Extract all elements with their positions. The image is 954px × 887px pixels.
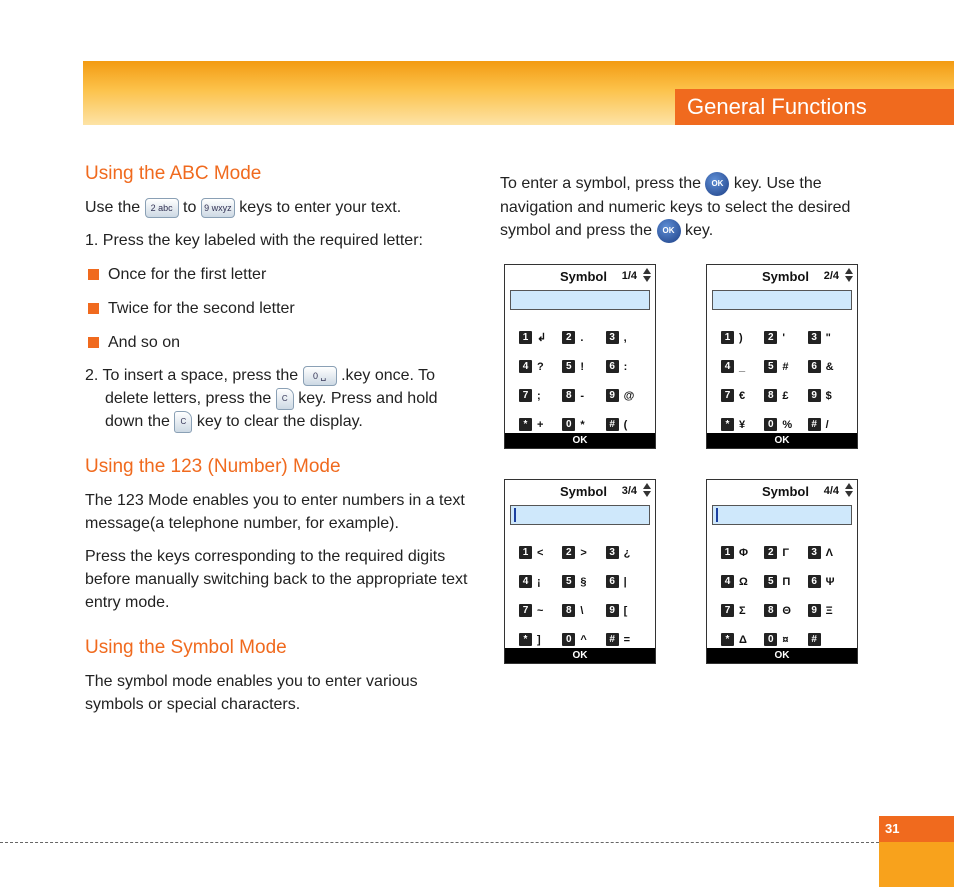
symbol-char: -	[580, 389, 584, 402]
key-number-badge: 1	[519, 331, 532, 344]
symbol-char: +	[537, 418, 544, 431]
key-number-badge: 1	[721, 331, 734, 344]
screen-ok-softkey: OK	[707, 648, 857, 663]
symbol-cell	[764, 381, 807, 410]
screen-header	[707, 265, 857, 288]
bullet-item: Twice for the second letter	[85, 297, 470, 320]
key-number-badge: 5	[764, 575, 777, 588]
key-number-badge: 9	[606, 604, 619, 617]
symbol-char: ↲	[537, 332, 547, 344]
key-number-badge: 7	[721, 604, 734, 617]
symbol-char: Δ	[739, 633, 747, 646]
symbol-cell	[562, 567, 605, 596]
symbol-cell	[519, 352, 562, 381]
symbol-cell	[721, 596, 764, 625]
key-number-badge: 0	[562, 418, 575, 431]
symbol-char: .	[580, 331, 584, 344]
symbol-cell	[519, 538, 562, 567]
symbol-char: §	[580, 575, 587, 588]
bullet-square-icon	[88, 337, 99, 348]
symbol-char: $	[825, 389, 832, 402]
key-number-badge: 4	[519, 575, 532, 588]
number-mode-heading: Using the 123 (Number) Mode	[85, 456, 341, 477]
symbol-row	[519, 352, 649, 381]
symbol-char: £	[782, 389, 789, 402]
ok-key-icon: OK	[657, 219, 681, 243]
symbol-cell	[764, 538, 807, 567]
key-number-badge: #	[606, 633, 619, 646]
key-number-badge: 2	[562, 546, 575, 559]
symbol-grid	[721, 323, 851, 439]
key-number-badge: 3	[606, 546, 619, 559]
screen-text-input	[712, 505, 852, 525]
key-number-badge: 4	[519, 360, 532, 373]
symbol-paragraph-1: The symbol mode enables you to enter various symbols or special characters.	[85, 673, 418, 713]
screen-title: Symbol	[560, 269, 607, 284]
key-number-badge: *	[721, 418, 734, 431]
symbol-row	[519, 567, 649, 596]
symbol-char: _	[739, 360, 746, 373]
screen-title: Symbol	[762, 484, 809, 499]
key-number-badge: 4	[721, 575, 734, 588]
symbol-cell	[606, 538, 649, 567]
symbol-cell	[519, 596, 562, 625]
symbol-char: Σ	[739, 604, 746, 617]
key-number-badge: 7	[721, 389, 734, 402]
symbol-cell	[606, 381, 649, 410]
symbol-cell	[606, 567, 649, 596]
key-number-badge: 7	[519, 389, 532, 402]
symbol-char: &	[825, 360, 834, 373]
number-paragraph-1: The 123 Mode enables you to enter numbers in a text message(a telephone number, for example).	[85, 492, 465, 532]
symbol-char: ¥	[739, 418, 746, 431]
key-number-badge: 3	[606, 331, 619, 344]
symbol-char: =	[623, 633, 631, 646]
abc-mode-heading: Using the ABC Mode	[85, 163, 262, 184]
symbol-char: @	[623, 389, 635, 402]
screen-page-indicator: 2/4	[823, 270, 839, 282]
key-number-badge: #	[808, 418, 821, 431]
abc-step-1: 1. Press the key labeled with the required letter:	[85, 232, 423, 249]
symbol-char: Ξ	[825, 604, 833, 617]
footer-dashed-line	[0, 842, 879, 843]
bullet-square-icon	[88, 303, 99, 314]
key-number-badge: #	[606, 418, 619, 431]
symbol-cell	[764, 567, 807, 596]
screen-ok-softkey: OK	[505, 648, 655, 663]
symbol-char: :	[623, 360, 628, 373]
symbol-cell	[721, 567, 764, 596]
symbol-cell	[519, 323, 562, 352]
symbol-instructions: To enter a symbol, press the OK key. Use the navigation and numeric keys to select the desired symbol and press the OK key.	[500, 172, 880, 243]
symbol-cell	[606, 352, 649, 381]
key-number-badge: #	[808, 633, 821, 646]
symbol-char: (	[623, 418, 628, 431]
symbol-char: Γ	[782, 546, 789, 559]
key-number-badge: 0	[562, 633, 575, 646]
bullet-item: Once for the first letter	[85, 263, 470, 286]
bullet-item: And so on	[85, 331, 470, 354]
symbol-cell	[764, 596, 807, 625]
symbol-char: "	[825, 331, 831, 344]
key-9-wxyz-icon: 9 wxyz	[201, 198, 235, 218]
screen-header	[707, 480, 857, 503]
screen-text-input	[712, 290, 852, 310]
symbol-cell	[562, 381, 605, 410]
symbol-cell	[562, 352, 605, 381]
screen-text-input	[510, 290, 650, 310]
key-number-badge: 9	[808, 604, 821, 617]
symbol-char: >	[580, 546, 587, 559]
symbol-cell	[519, 567, 562, 596]
symbol-cell	[721, 323, 764, 352]
scroll-arrows-icon	[642, 266, 652, 286]
space-key-icon: 0 ␣	[303, 366, 337, 386]
symbol-char: Ω	[739, 575, 748, 588]
symbol-screen-1	[504, 264, 656, 449]
symbol-char: !	[580, 360, 584, 373]
key-number-badge: 8	[764, 389, 777, 402]
key-number-badge: *	[519, 418, 532, 431]
key-number-badge: 5	[562, 575, 575, 588]
symbol-char: /	[825, 418, 829, 431]
symbol-row	[519, 596, 649, 625]
symbol-char: <	[537, 546, 544, 559]
screen-header	[505, 265, 655, 288]
symbol-cell	[808, 381, 851, 410]
symbol-char: %	[782, 418, 793, 431]
key-number-badge: 3	[808, 546, 821, 559]
scroll-arrows-icon	[642, 481, 652, 501]
symbol-char: ¿	[623, 546, 631, 559]
clear-key-icon: C	[276, 388, 294, 410]
symbol-row	[721, 567, 851, 596]
symbol-mode-heading: Using the Symbol Mode	[85, 637, 287, 658]
text-cursor	[716, 508, 718, 522]
symbol-cell	[606, 323, 649, 352]
ok-key-icon: OK	[705, 172, 729, 196]
bullet-square-icon	[88, 269, 99, 280]
screen-page-indicator: 3/4	[621, 485, 637, 497]
screen-title: Symbol	[762, 269, 809, 284]
symbol-char: ]	[537, 633, 541, 646]
key-number-badge: 6	[808, 360, 821, 373]
key-number-badge: 1	[721, 546, 734, 559]
screen-header	[505, 480, 655, 503]
symbol-char: ?	[537, 360, 544, 373]
symbol-cell	[808, 567, 851, 596]
key-number-badge: 7	[519, 604, 532, 617]
symbol-char: ,	[623, 331, 627, 344]
symbol-cell	[808, 352, 851, 381]
screen-text-input	[510, 505, 650, 525]
key-2-abc-icon: 2 abc	[145, 198, 179, 218]
symbol-char: Π	[782, 575, 791, 588]
symbol-screen-4	[706, 479, 858, 664]
key-number-badge: *	[519, 633, 532, 646]
symbol-char: ¡	[537, 575, 541, 588]
key-number-badge: 1	[519, 546, 532, 559]
symbol-char: |	[623, 575, 627, 588]
key-number-badge: 0	[764, 633, 777, 646]
key-number-badge: 8	[562, 389, 575, 402]
key-number-badge: 6	[606, 575, 619, 588]
symbol-char: ^	[580, 633, 587, 646]
symbol-grid	[519, 538, 649, 654]
symbol-char: Ψ	[825, 575, 835, 588]
key-number-badge: 0	[764, 418, 777, 431]
page-number: 31	[885, 821, 900, 836]
symbol-row	[519, 323, 649, 352]
symbol-cell	[764, 352, 807, 381]
symbol-char: \	[580, 604, 584, 617]
text-cursor	[514, 508, 516, 522]
right-column	[500, 172, 880, 243]
key-number-badge: *	[721, 633, 734, 646]
key-number-badge: 8	[562, 604, 575, 617]
key-number-badge: 5	[562, 360, 575, 373]
symbol-cell	[519, 381, 562, 410]
symbol-char: )	[739, 331, 743, 344]
symbol-row	[721, 538, 851, 567]
symbol-cell	[721, 381, 764, 410]
symbol-cell	[562, 323, 605, 352]
symbol-grid	[721, 538, 851, 654]
abc-intro: Use the 2 abc to 9 wxyz keys to enter your text.	[85, 199, 402, 216]
screen-ok-softkey: OK	[707, 433, 857, 448]
symbol-grid	[519, 323, 649, 439]
symbol-row	[721, 323, 851, 352]
symbol-char: ~	[537, 604, 544, 617]
symbol-cell	[808, 538, 851, 567]
symbol-row	[519, 538, 649, 567]
symbol-cell	[808, 323, 851, 352]
symbol-row	[721, 381, 851, 410]
key-number-badge: 6	[606, 360, 619, 373]
symbol-char: Θ	[782, 604, 791, 617]
key-number-badge: 9	[606, 389, 619, 402]
symbol-char: #	[782, 360, 789, 373]
symbol-row	[519, 381, 649, 410]
page-number-box	[879, 816, 954, 887]
key-number-badge: 2	[764, 546, 777, 559]
symbol-cell	[721, 538, 764, 567]
section-title: General Functions	[675, 89, 954, 125]
symbol-row	[721, 596, 851, 625]
symbol-cell	[721, 352, 764, 381]
symbol-char: ;	[537, 389, 541, 402]
symbol-char: *	[580, 418, 585, 431]
scroll-arrows-icon	[844, 481, 854, 501]
key-number-badge: 3	[808, 331, 821, 344]
screen-title: Symbol	[560, 484, 607, 499]
screen-ok-softkey: OK	[505, 433, 655, 448]
symbol-row	[721, 352, 851, 381]
key-number-badge: 6	[808, 575, 821, 588]
left-column	[85, 162, 470, 716]
symbol-char: ¤	[782, 633, 789, 646]
symbol-cell	[562, 596, 605, 625]
symbol-char: [	[623, 604, 628, 617]
abc-step-2: 2. To insert a space, press the 0 ␣ .key once. To delete letters, press the C key. Press and hold down the C key to clear the display.	[85, 364, 470, 433]
screen-page-indicator: 1/4	[621, 270, 637, 282]
key-number-badge: 8	[764, 604, 777, 617]
clear-key-icon: C	[174, 411, 192, 433]
symbol-char: €	[739, 389, 746, 402]
symbol-cell	[808, 596, 851, 625]
screen-page-indicator: 4/4	[823, 485, 839, 497]
symbol-cell	[764, 323, 807, 352]
key-number-badge: 2	[562, 331, 575, 344]
symbol-cell	[606, 596, 649, 625]
symbol-screen-3	[504, 479, 656, 664]
symbol-cell	[562, 538, 605, 567]
symbol-char: Φ	[739, 546, 749, 559]
symbol-screen-2	[706, 264, 858, 449]
number-paragraph-2: Press the keys corresponding to the required digits before manually switching back to the appropriate text entry mode.	[85, 548, 468, 611]
key-number-badge: 9	[808, 389, 821, 402]
scroll-arrows-icon	[844, 266, 854, 286]
key-number-badge: 4	[721, 360, 734, 373]
symbol-char: '	[782, 331, 785, 344]
symbol-char: Λ	[825, 546, 833, 559]
key-number-badge: 2	[764, 331, 777, 344]
key-number-badge: 5	[764, 360, 777, 373]
